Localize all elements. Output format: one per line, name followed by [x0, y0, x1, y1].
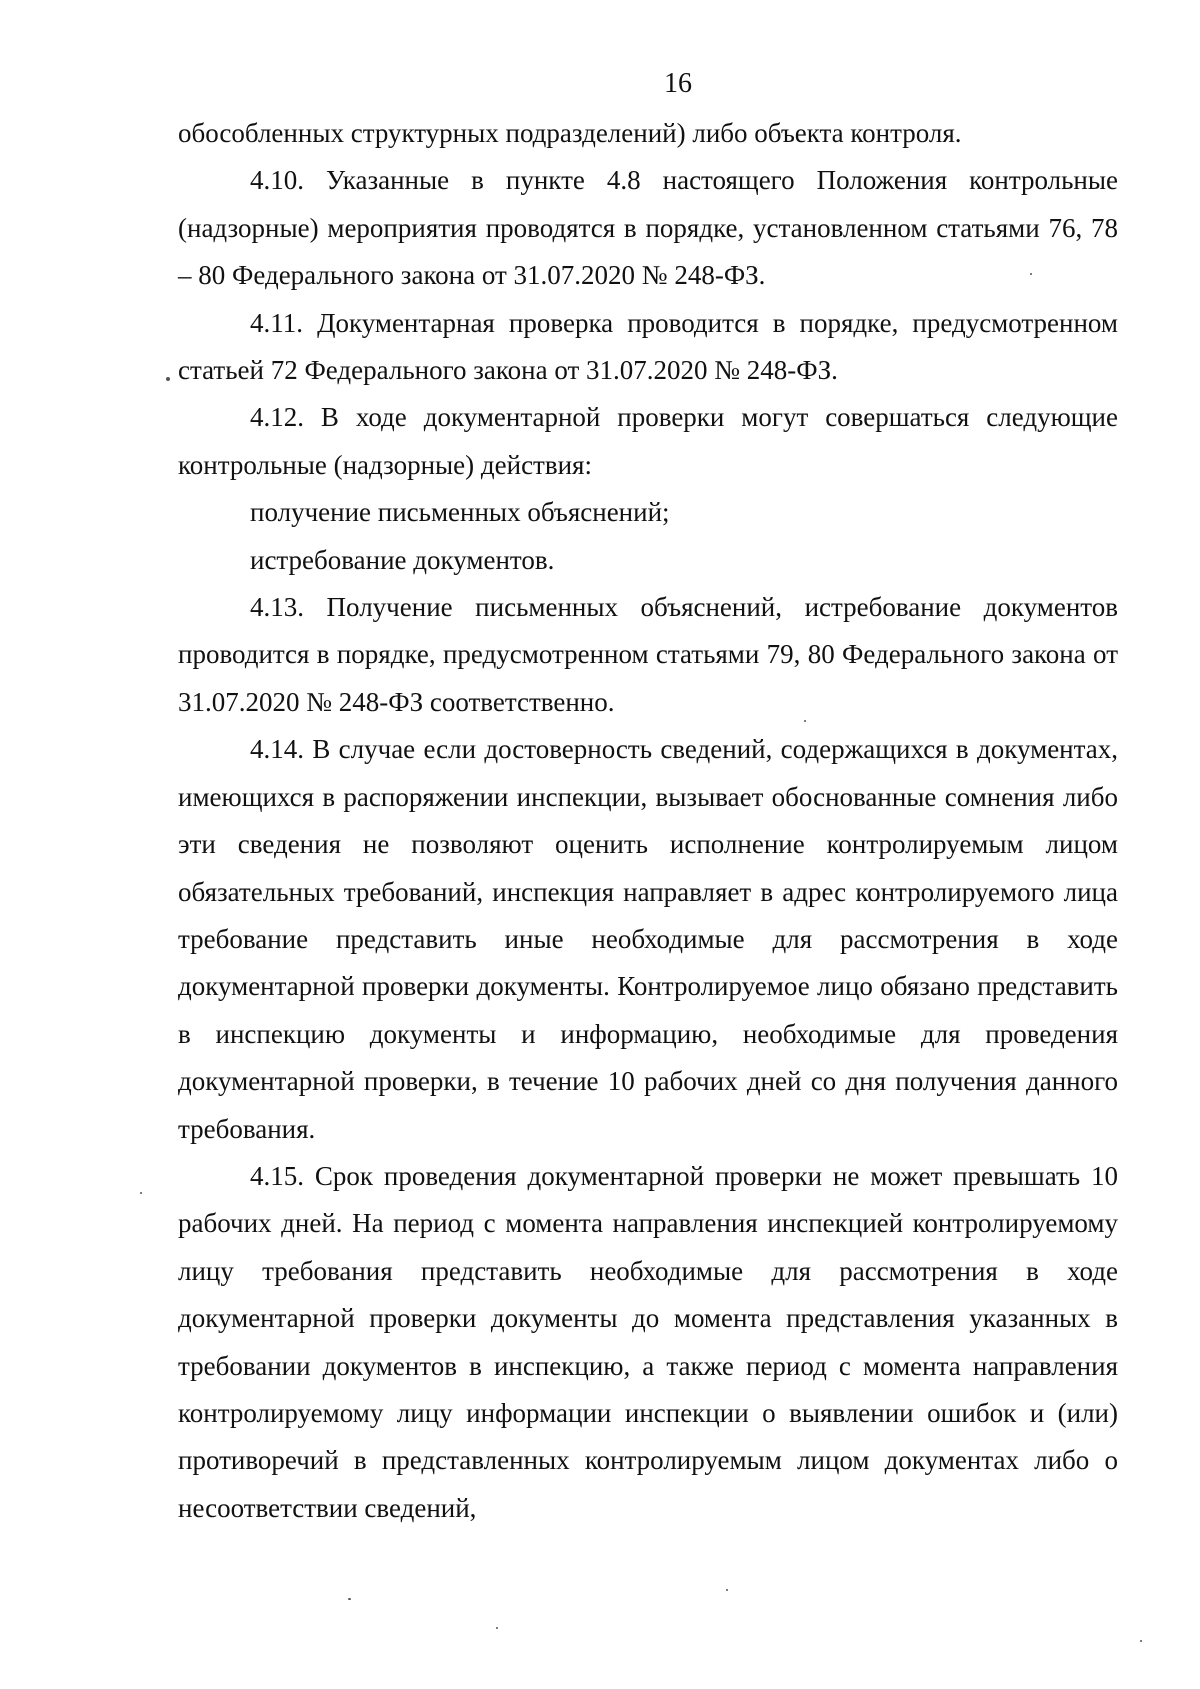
- paragraph-4-12: 4.12. В ходе документарной проверки могут совершаться следующие контрольные (надзорные) действия:: [178, 402, 1118, 480]
- list-item-document-request: истребование документов.: [250, 544, 555, 575]
- scan-speck: [140, 1192, 142, 1194]
- body-text: [178, 110, 1118, 1532]
- paragraph-continuation: обособленных структурных подразделений) либо объекта контроля.: [178, 118, 962, 148]
- list-item-written-explanations: получение письменных объяснений;: [250, 497, 670, 528]
- paragraph-4-10: 4.10. Указанные в пункте 4.8 настоящего Положения контрольные (надзорные) мероприятия проводятся в порядке, установленном статьями 76, 78 – 80 Федерального закона от 31.07.2020 № 248-ФЗ.: [178, 165, 1118, 291]
- paragraph-4-14: 4.14. В случае если достоверность сведений, содержащихся в документах, имеющихся в распоряжении инспекции, вызывает обоснованные сомнения либо эти сведения не позволяют оценить исполнение контролируемым лицом обязательных требований, инспекция направляет в адрес контролируемого лица требование представить иные необходимые для рассмотрения в ходе документарной проверки документы. Контролируемое лицо обязано представить в инспекцию документы и информацию, необходимые для проведения документарной проверки, в течение 10 рабочих дней со дня получения данного требования.: [178, 734, 1118, 1144]
- scan-speck: [496, 1627, 498, 1629]
- paragraph-4-13: 4.13. Получение письменных объяснений, истребование документов проводится в порядке, предусмотренном статьями 79, 80 Федерального закона от 31.07.2020 № 248-ФЗ соответственно.: [178, 592, 1118, 717]
- page-number: 16: [664, 68, 692, 99]
- scan-speck: [804, 720, 806, 722]
- scan-speck: [348, 1598, 351, 1600]
- scan-speck: [726, 1589, 728, 1591]
- paragraph-4-15: 4.15. Срок проведения документарной проверки не может превышать 10 рабочих дней. На период с момента направления инспекцией контролируемому лицу требования представить необходимые для рассмотрения в ходе документарной проверки документы до момента представления указанных в требовании документов в инспекцию, а также период с момента направления контролируемому лицу информации инспекции о выявлении ошибок и (или) противоречий в представленных контролируемым лицом документах либо о несоответствии сведений,: [178, 1160, 1118, 1523]
- scan-speck: [1140, 1640, 1142, 1642]
- scan-speck: [166, 377, 170, 381]
- scan-speck: [1030, 273, 1032, 275]
- paragraph-4-11: 4.11. Документарная проверка проводится в порядке, предусмотренном статьей 72 Федерального закона от 31.07.2020 № 248-ФЗ.: [178, 307, 1118, 386]
